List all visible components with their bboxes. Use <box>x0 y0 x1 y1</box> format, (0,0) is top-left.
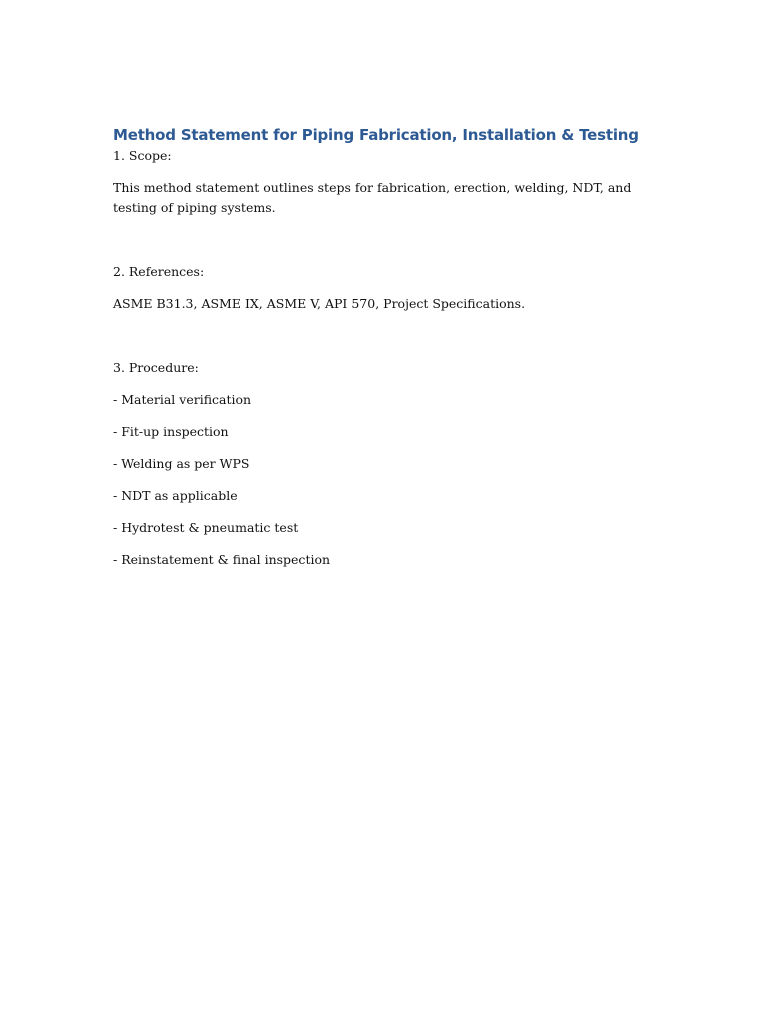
spacer <box>113 506 658 518</box>
scope-body: This method statement outlines steps for fabrication, erection, welding, NDT, and testing of piping systems. <box>113 180 632 215</box>
spacer <box>113 410 658 422</box>
scope-heading: 1. Scope: <box>113 148 172 163</box>
procedure-item: - NDT as applicable <box>113 488 238 503</box>
spacer <box>113 282 658 294</box>
references-heading: 2. References: <box>113 264 205 279</box>
procedure-item: - Hydrotest & pneumatic test <box>113 520 299 535</box>
procedure-heading: 3. Procedure: <box>113 360 199 375</box>
spacer <box>113 474 658 486</box>
spacer <box>113 538 658 550</box>
spacer <box>113 218 658 262</box>
document-body <box>113 124 658 570</box>
procedure-item: - Material verification <box>113 392 252 407</box>
spacer <box>113 314 658 358</box>
procedure-item: - Reinstatement & final inspection <box>113 552 331 567</box>
document-title: Method Statement for Piping Fabrication, Installation & Testing <box>113 126 639 144</box>
spacer <box>113 442 658 454</box>
references-body: ASME B31.3, ASME IX, ASME V, API 570, Project Specifications. <box>113 296 526 311</box>
procedure-item: - Fit-up inspection <box>113 424 229 439</box>
spacer <box>113 378 658 390</box>
spacer <box>113 166 658 178</box>
procedure-item: - Welding as per WPS <box>113 456 250 471</box>
